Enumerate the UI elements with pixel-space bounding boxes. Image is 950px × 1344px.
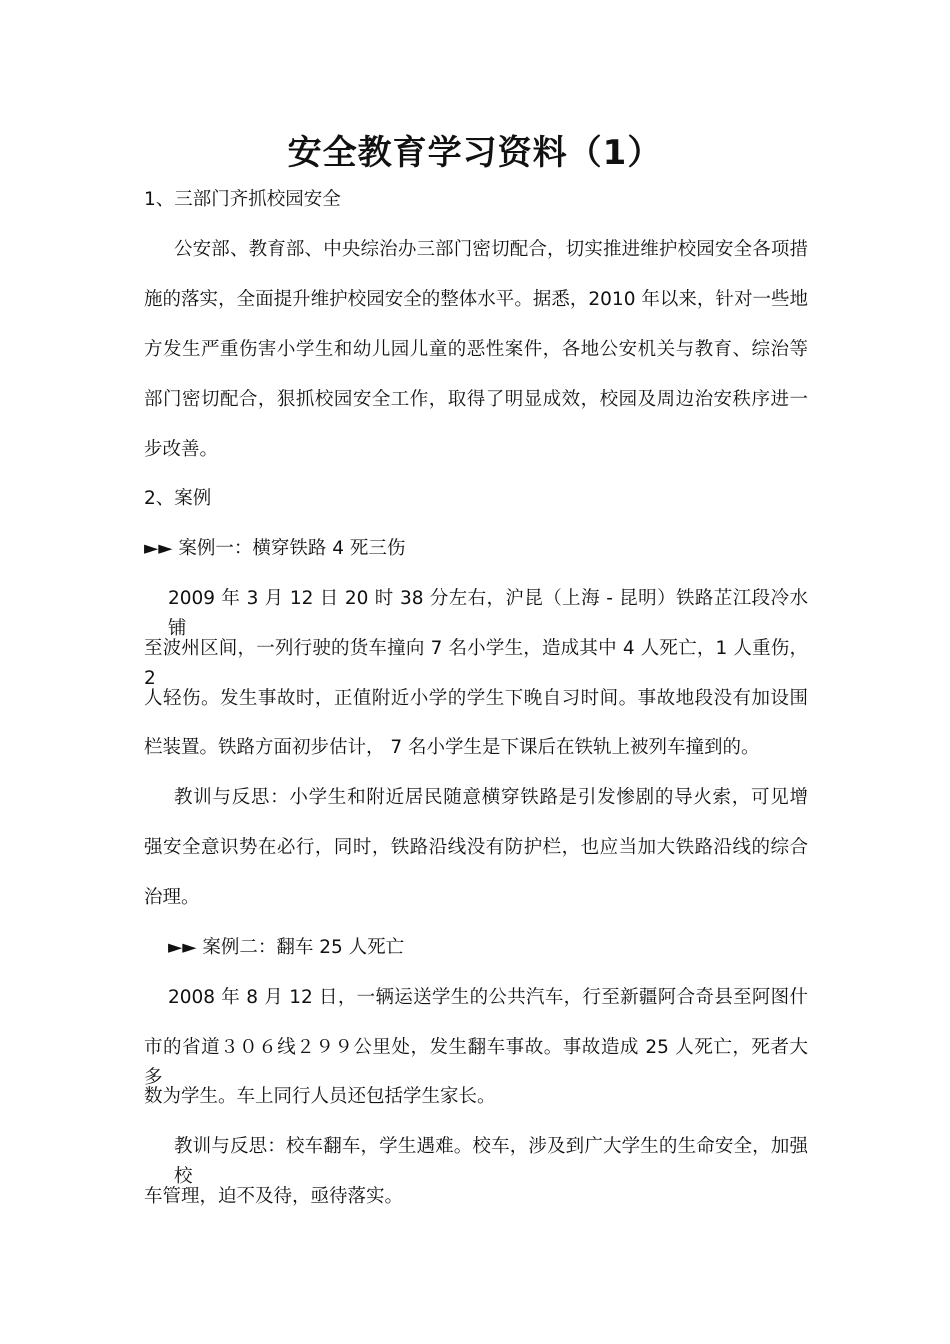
paragraph-line: 车管理，迫不及待，亟待落实。 [144,1186,404,1207]
document-title: 安全教育学习资料（1） [287,133,663,173]
case-heading-2: ►► 案例二：翻车 25 人死亡 [168,937,405,958]
paragraph-line: 栏装置。铁路方面初步估计， 7 名小学生是下课后在铁轨上被列车撞到的。 [144,737,760,758]
paragraph-line: 部门密切配合，狠抓校园安全工作，取得了明显成效，校园及周边治安秩序进一 [144,389,808,410]
paragraph-line: 教训与反思：小学生和附近居民随意横穿铁路是引发惨剧的导火索，可见增 [174,787,808,808]
paragraph-line: 强安全意识势在必行，同时，铁路沿线没有防护栏，也应当加大铁路沿线的综合 [144,837,808,858]
paragraph-line: 2009 年 3 月 12 日 20 时 38 分左右，沪昆（上海 - 昆明）铁路芷江段冷水铺 [168,588,808,639]
paragraph-line: 人轻伤。发生事故时，正值附近小学的学生下晚自习时间。事故地段没有加设围 [144,688,808,709]
paragraph-line: 2008 年 8 月 12 日，一辆运送学生的公共汽车，行至新疆阿合奇县至阿图什 [168,987,808,1008]
paragraph-line: 公安部、教育部、中央综治办三部门密切配合，切实推进维护校园安全各项措 [174,239,808,260]
case-heading-1: ►► 案例一：横穿铁路 4 死三伤 [144,538,406,559]
paragraph-line: 市的省道３０６线２９９公里处，发生翻车事故。事故造成 25 人死亡，死者大多 [144,1037,808,1088]
paragraph-line: 施的落实，全面提升维护校园安全的整体水平。据悉，2010 年以来，针对一些地 [144,289,808,310]
paragraph-line: 步改善。 [144,439,219,460]
section-heading-1: 1、三部门齐抓校园安全 [144,189,341,210]
paragraph-line: 至波州区间，一列行驶的货车撞向 7 名小学生，造成其中 4 人死亡，1 人重伤，2 [144,638,808,689]
paragraph-line: 数为学生。车上同行人员还包括学生家长。 [144,1086,496,1107]
paragraph-line: 治理。 [144,887,200,908]
paragraph-line: 方发生严重伤害小学生和幼儿园儿童的恶性案件，各地公安机关与教育、综治等 [144,339,808,360]
section-heading-2: 2、案例 [144,488,212,509]
paragraph-line: 教训与反思：校车翻车，学生遇难。校车，涉及到广大学生的生命安全，加强校 [174,1136,808,1187]
